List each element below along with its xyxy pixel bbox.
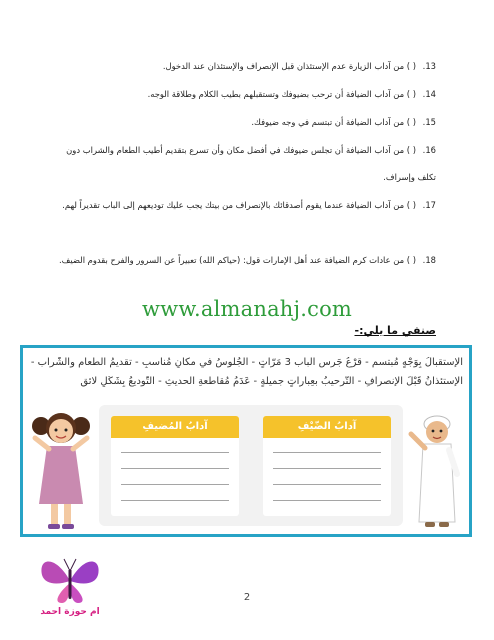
- answer-line[interactable]: [121, 468, 229, 469]
- word-bank-line-1: الإستقبالُ بِوَجْهٍ مُبتسم - قرْعُ جَرسِ الباب 3 مَرّاتٍ - الجُلوسُ في مكانٍ مُناسبٍ - تقديمُ الطّعامِ والشّراب -: [30, 357, 463, 368]
- answer-line[interactable]: [121, 484, 229, 485]
- question-text: ( ) من آداب الضيافة عندما يقوم أصدقائك بالإنصراف من بيتك يجب عليك توديعهم إلى الباب تقديراً لهم.: [62, 200, 416, 210]
- word-bank-line-2: الإستئذانُ قَبْلَ الإنصرافِ - التّرحيبُ بعِباراتٍ جميلةٍ - عَدَمُ مُقاطعةِ الحديثِ - التّوديعُ بِشَكْلٍ لائق: [80, 376, 463, 387]
- question-14: [56, 85, 436, 104]
- classify-title: صنفي ما يلي:-: [354, 324, 436, 337]
- answer-line[interactable]: [273, 484, 381, 485]
- answer-line[interactable]: [121, 452, 229, 453]
- question-number: 15.: [422, 117, 436, 127]
- question-number: 14.: [422, 89, 436, 99]
- question-number: 18.: [422, 255, 436, 265]
- host-etiquette-column: [111, 416, 239, 516]
- logo-text: ام حوزة احمد: [40, 607, 100, 617]
- answer-line[interactable]: [121, 500, 229, 501]
- girl-illustration: [29, 404, 93, 534]
- question-17: [56, 192, 436, 219]
- question-text: ( ) من آداب الضيافة أن ترحب بضيوفك وتستقبلهم بطيب الكلام وطلاقة الوجه.: [147, 89, 416, 99]
- question-16: [56, 137, 436, 191]
- host-etiquette-header: آدابُ المُضيفِ: [111, 416, 239, 438]
- answer-line[interactable]: [273, 452, 381, 453]
- page-number: 2: [243, 592, 251, 603]
- question-number: 17.: [422, 200, 436, 210]
- question-text: ( ) من آداب الضيافة أن تبتسم في وجه ضيوفك.: [251, 117, 416, 127]
- question-13: [56, 57, 436, 76]
- site-watermark: www.almanahj.com: [141, 297, 353, 321]
- guest-etiquette-column: [263, 416, 391, 516]
- boy-illustration: [407, 404, 467, 534]
- answer-line[interactable]: [273, 468, 381, 469]
- question-15: [56, 113, 436, 132]
- question-18: [56, 247, 436, 274]
- classification-panel: [99, 405, 403, 526]
- question-text: ( ) من عادات كرم الضيافة عند أهل الإمارات قول: (حياكم الله) تعبيراً عن السرور والفرح بقدوم الضيف.: [59, 255, 416, 265]
- answer-line[interactable]: [273, 500, 381, 501]
- question-text: ( ) من آداب الزيارة عدم الإستئذان قبل الإنصراف والإستئذان عند الدخول.: [162, 61, 416, 71]
- question-number: 13.: [422, 61, 436, 71]
- question-text: ( ) من آداب الضيافة أن تجلس ضيوفك في أفضل مكان وأن تسرع بتقديم أطيب الطعام والشراب دون تكلف وإسراف.: [66, 145, 436, 182]
- butterfly-logo: [34, 551, 106, 617]
- guest-etiquette-header: آدابُ الضّيْفِ: [263, 416, 391, 438]
- classification-activity: [20, 345, 472, 537]
- question-number: 16.: [422, 145, 436, 155]
